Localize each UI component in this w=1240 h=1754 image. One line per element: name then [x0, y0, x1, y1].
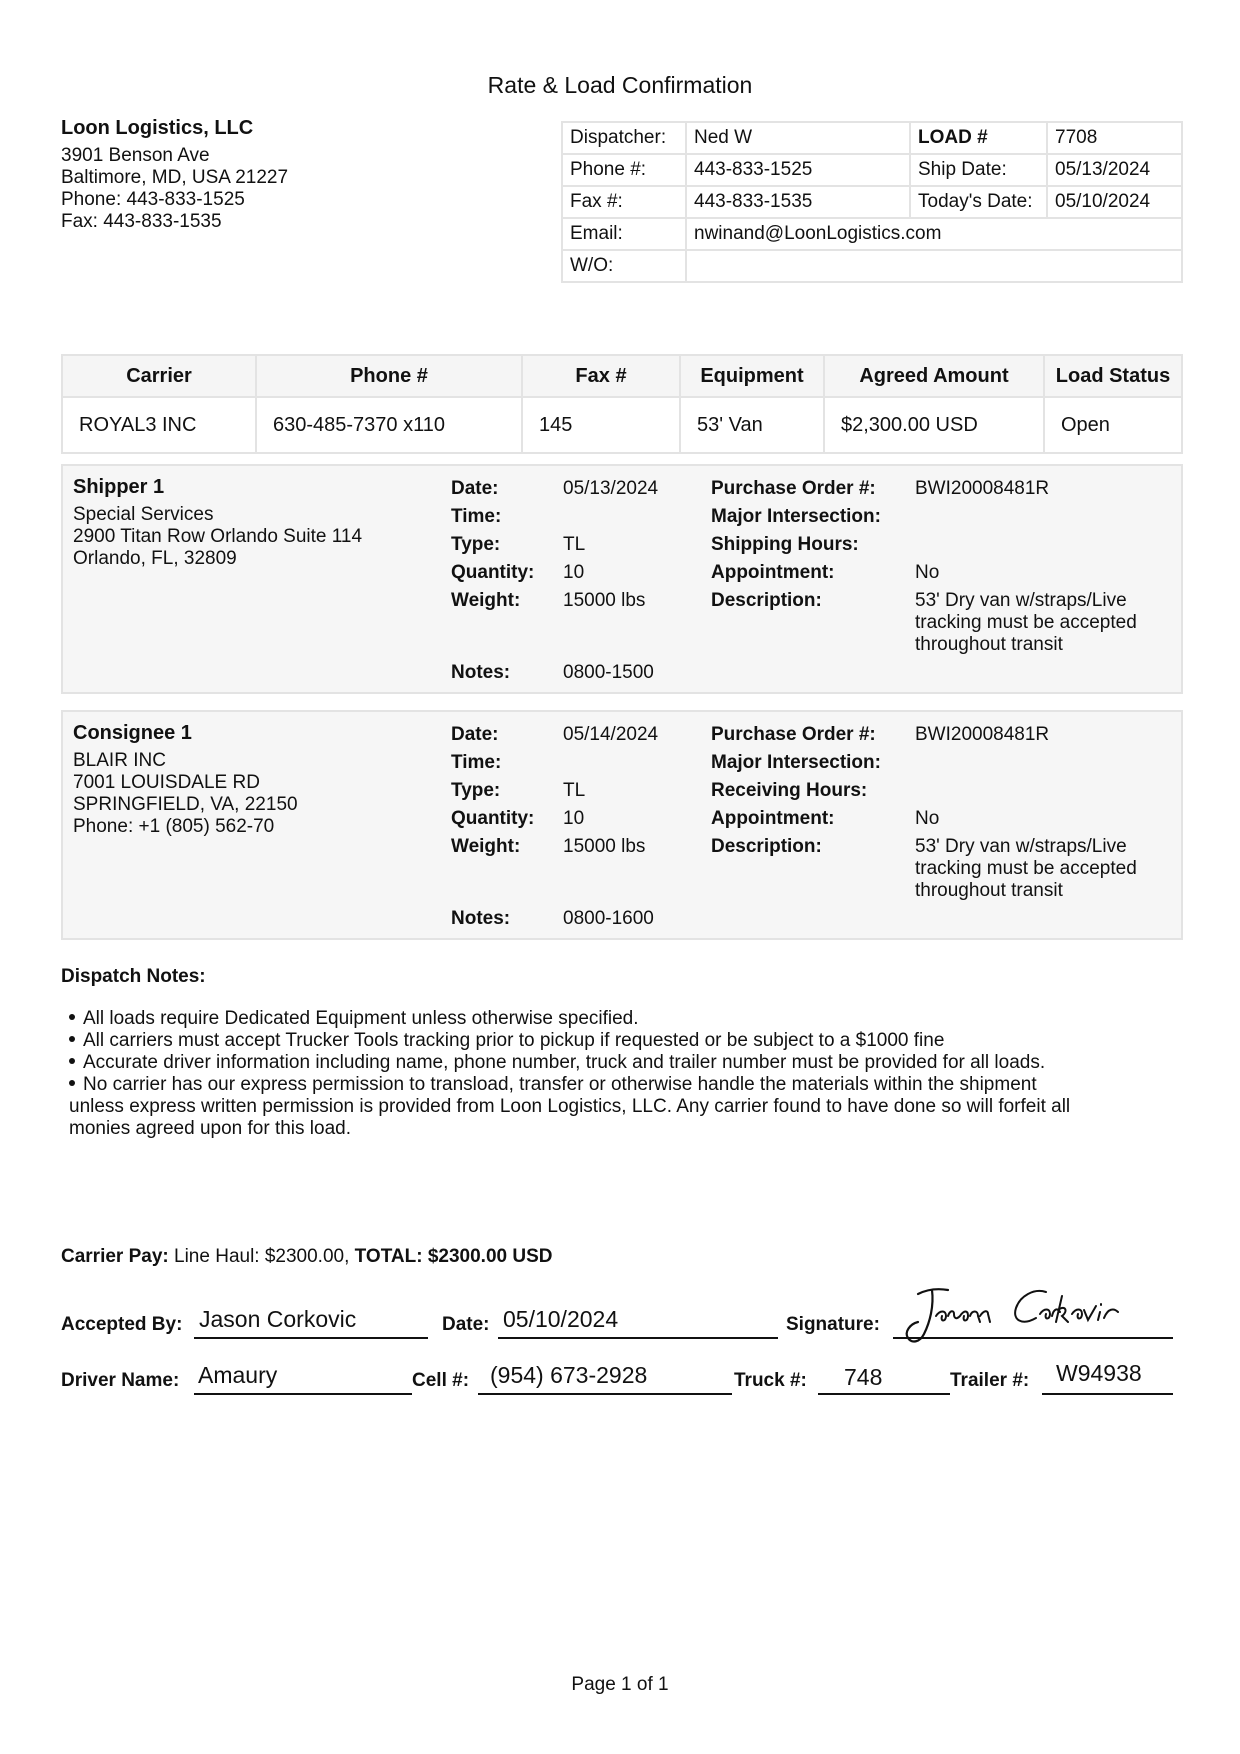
dispatch-notes-list: [61, 1008, 1141, 1140]
dispatch-notes-heading: Dispatch Notes:: [61, 966, 206, 987]
note-text: All carriers must accept Trucker Tools tracking prior to pickup if requested or be subject to a $1000 fine: [83, 1030, 945, 1051]
bullet-icon: [69, 1036, 75, 1042]
load-number-label: LOAD #: [910, 122, 1047, 154]
shipper-po-value: BWI20008481R: [915, 478, 1050, 499]
dispatch-fax-label: Fax #:: [562, 186, 686, 218]
column-header: Equipment: [680, 355, 824, 397]
note-continuation: unless express written permission is provided from Loon Logistics, LLC. Any carrier found to have done so will forfeit all: [69, 1096, 1071, 1117]
carrier-name: ROYAL3 INC: [62, 397, 256, 453]
consignee-type-value: TL: [563, 780, 586, 801]
consignee-type-label: Type:: [451, 780, 501, 801]
description-line: tracking must be accepted: [915, 858, 1137, 879]
cell-value: (954) 673-2928: [490, 1362, 648, 1388]
company-phone: Phone: 443-833-1525: [61, 189, 245, 210]
consignee-date-label: Date:: [451, 724, 499, 745]
column-header: Agreed Amount: [824, 355, 1044, 397]
column-header: Fax #: [522, 355, 680, 397]
shipper-intersection-label: Major Intersection:: [711, 506, 881, 527]
consignee-date-value: 05/14/2024: [563, 724, 659, 745]
note-text: No carrier has our express permission to transload, transfer or otherwise handle the materials within the shipment: [83, 1074, 1037, 1095]
truck-label: Truck #:: [734, 1370, 807, 1391]
line-haul: Line Haul: $2300.00,: [174, 1246, 350, 1267]
note-text: Accurate driver information including name, phone number, truck and trailer number must be provided for all loads.: [83, 1052, 1046, 1073]
dispatcher-value: Ned W: [686, 122, 910, 154]
consignee-phone: Phone: +1 (805) 562-70: [73, 816, 275, 837]
column-header: Phone #: [256, 355, 522, 397]
accept-date-label: Date:: [442, 1314, 490, 1335]
dispatch-phone-value: 443-833-1525: [686, 154, 910, 186]
carrier-load-status: Open: [1044, 397, 1182, 453]
description-line: 53' Dry van w/straps/Live: [915, 590, 1127, 611]
consignee-quantity-label: Quantity:: [451, 808, 535, 829]
consignee-time-label: Time:: [451, 752, 502, 773]
shipper-description: [915, 590, 1137, 656]
shipper-address-line: Special Services: [73, 504, 214, 525]
accept-date-value: 05/10/2024: [503, 1306, 619, 1332]
shipper-time-label: Time:: [451, 506, 502, 527]
consignee-notes-value: 0800-1600: [563, 908, 654, 929]
shipper-date-value: 05/13/2024: [563, 478, 659, 499]
consignee-heading: Consignee 1: [73, 722, 192, 744]
shipper-weight-label: Weight:: [451, 590, 521, 611]
page-number: Page 1 of 1: [571, 1674, 669, 1695]
carrier-fax: 145: [522, 397, 680, 453]
carrier-pay-label: Carrier Pay:: [61, 1246, 169, 1267]
carrier-table-header: [62, 355, 1182, 397]
shipper-type-label: Type:: [451, 534, 501, 555]
bullet-icon: [69, 1014, 75, 1020]
carrier-phone: 630-485-7370 x110: [256, 397, 522, 453]
carrier-pay-total: TOTAL: $2300.00 USD: [354, 1246, 553, 1267]
company-name: Loon Logistics, LLC: [61, 117, 254, 139]
carrier-agreed-amount: $2,300.00 USD: [824, 397, 1044, 453]
consignee-intersection-label: Major Intersection:: [711, 752, 881, 773]
shipper-description-label: Description:: [711, 590, 822, 611]
truck-line: [818, 1393, 950, 1395]
list-item: [61, 1074, 1141, 1096]
shipper-section: [61, 464, 1183, 694]
shipper-heading: Shipper 1: [73, 476, 165, 498]
consignee-description: [915, 836, 1137, 902]
consignee-section: [61, 710, 1183, 940]
accepted-by-label: Accepted By:: [61, 1314, 183, 1335]
work-order-value: [686, 250, 1182, 282]
shipper-notes-value: 0800-1500: [563, 662, 654, 683]
table-row: [62, 397, 1182, 453]
consignee-description-label: Description:: [711, 836, 822, 857]
driver-name-label: Driver Name:: [61, 1370, 180, 1391]
work-order-label: W/O:: [562, 250, 686, 282]
description-line: tracking must be accepted: [915, 612, 1137, 633]
truck-value: 748: [844, 1364, 883, 1390]
shipper-type-value: TL: [563, 534, 586, 555]
ship-date-value: 05/13/2024: [1047, 154, 1182, 186]
company-address-line1: 3901 Benson Ave: [61, 145, 210, 166]
bullet-icon: [69, 1058, 75, 1064]
ship-date-label: Ship Date:: [910, 154, 1047, 186]
shipper-appointment-value: No: [915, 562, 940, 583]
signature-image: [896, 1278, 1176, 1352]
consignee-weight-value: 15000 lbs: [563, 836, 646, 857]
document-title: Rate & Load Confirmation: [487, 72, 753, 98]
consignee-po-label: Purchase Order #:: [711, 724, 876, 745]
column-header: Carrier: [62, 355, 256, 397]
dispatch-phone-label: Phone #:: [562, 154, 686, 186]
dispatch-info-table: [561, 121, 1183, 283]
trailer-line: [1042, 1393, 1173, 1395]
shipper-quantity-value: 10: [563, 562, 585, 583]
description-line: throughout transit: [915, 880, 1063, 901]
consignee-appointment-label: Appointment:: [711, 808, 835, 829]
signature-label: Signature:: [786, 1314, 880, 1335]
accepted-by-value: Jason Corkovic: [199, 1306, 357, 1332]
consignee-quantity-value: 10: [563, 808, 585, 829]
todays-date-label: Today's Date:: [910, 186, 1047, 218]
description-line: throughout transit: [915, 634, 1063, 655]
company-info: [61, 117, 288, 233]
driver-name-line: [194, 1393, 412, 1395]
shipper-weight-value: 15000 lbs: [563, 590, 646, 611]
note-text: All loads require Dedicated Equipment unless otherwise specified.: [83, 1008, 639, 1029]
consignee-weight-label: Weight:: [451, 836, 521, 857]
bullet-icon: [69, 1080, 75, 1086]
shipper-address-line: Orlando, FL, 32809: [73, 548, 237, 569]
shipper-date-label: Date:: [451, 478, 499, 499]
carrier-pay: [61, 1246, 552, 1268]
cell-line: [478, 1393, 732, 1395]
shipper-appointment-label: Appointment:: [711, 562, 835, 583]
dispatcher-label: Dispatcher:: [562, 122, 686, 154]
carrier-table: [61, 354, 1183, 454]
trailer-label: Trailer #:: [950, 1370, 1030, 1391]
shipper-notes-label: Notes:: [451, 662, 511, 683]
carrier-equipment: 53' Van: [680, 397, 824, 453]
consignee-po-value: BWI20008481R: [915, 724, 1050, 745]
list-item: [61, 1030, 1141, 1052]
consignee-address-line: 7001 LOUISDALE RD: [73, 772, 260, 793]
dispatch-email-label: Email:: [562, 218, 686, 250]
dispatch-email-value: nwinand@LoonLogistics.com: [686, 218, 1182, 250]
company-fax: Fax: 443-833-1535: [61, 211, 222, 232]
list-item: [61, 1052, 1141, 1074]
consignee-address-line: SPRINGFIELD, VA, 22150: [73, 794, 298, 815]
shipper-quantity-label: Quantity:: [451, 562, 535, 583]
accept-date-line: [498, 1337, 778, 1339]
consignee-hours-label: Receiving Hours:: [711, 780, 868, 801]
dispatch-fax-value: 443-833-1535: [686, 186, 910, 218]
note-continuation: monies agreed upon for this load.: [69, 1118, 352, 1139]
cell-label: Cell #:: [412, 1370, 470, 1391]
shipper-po-label: Purchase Order #:: [711, 478, 876, 499]
shipper-address-line: 2900 Titan Row Orlando Suite 114: [73, 526, 363, 547]
consignee-appointment-value: No: [915, 808, 940, 829]
description-line: 53' Dry van w/straps/Live: [915, 836, 1127, 857]
trailer-value: W94938: [1056, 1360, 1142, 1386]
shipper-hours-label: Shipping Hours:: [711, 534, 859, 555]
company-address-line2: Baltimore, MD, USA 21227: [61, 167, 289, 188]
todays-date-value: 05/10/2024: [1047, 186, 1182, 218]
accepted-by-line: [194, 1337, 428, 1339]
list-item: [61, 1008, 1141, 1030]
column-header: Load Status: [1044, 355, 1182, 397]
consignee-notes-label: Notes:: [451, 908, 511, 929]
consignee-address-line: BLAIR INC: [73, 750, 166, 771]
load-number-value: 7708: [1047, 122, 1182, 154]
driver-name-value: Amaury: [198, 1362, 278, 1388]
